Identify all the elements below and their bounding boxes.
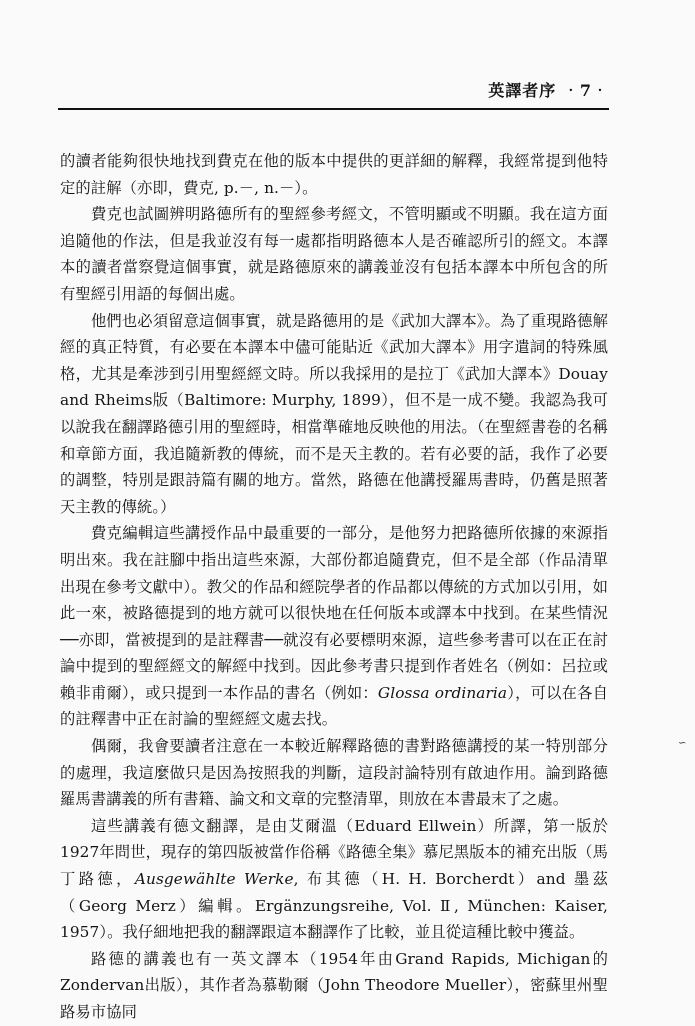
margin-mark: ∽	[678, 738, 687, 749]
paragraph-3: 他們也必須留意這個事實，就是路德用的是《武加大譯本》。為了重現路德解經的真正特質，有必要在本譯本中儘可能貼近《武加大譯本》用字遣詞的特殊風格，尤其是牽涉到引用聖經經文時。所以我採用的是拉丁《武加大譯本》Douay and Rheims版（Baltimore: Murphy, 1899），但不是一成不變。我認為我可以說我在翻譯路德引用的聖經時，相當準確地反映他的用法。（在聖經書卷的名稱和章節方面，我追隨新教的傳統，而不是天主教的。若有必要的話，我作了必要的調整，特別是跟詩篇有關的地方。當然，路德在他講授羅馬書時，仍舊是照著天主教的傳統。）	[60, 311, 608, 516]
paragraph-2: 費克也試圖辨明路德所有的聖經參考經文，不管明顯或不明顯。我在這方面追隨他的作法，但是我並沒有每一處都指明路德本人是否確認所引的經文。本譯本的讀者當察覺這個事實，就是路德原來的講義並沒有包括本譯本中所包含的所有聖經引用語的每個出處。	[60, 205, 608, 303]
paragraph-1: 的讀者能夠很快地找到費克在他的版本中提供的更詳細的解釋，我經常提到他特定的註解（亦即，費克, p.－, n.－）。	[60, 152, 608, 197]
paragraph-6: 這些講義有德文翻譯，是由艾爾溫（Eduard Ellwein）所譯，第一版於1927年問世，現存的第四版被當作俗稱《路德全集》慕尼黑版本的補充出版（馬丁路德，Ausgewählte Werke, 布其德（H. H. Borcherdt）and 墨茲（Georg Merz）編輯。Ergänzungsreihe, Vol. Ⅱ, München: Kaiser, 1957）。我仔細地把我的翻譯跟這本翻譯作了比較，並且從這種比較中獲益。	[60, 816, 608, 942]
paragraph-7: 路德的講義也有一英文譯本（1954年由Grand Rapids, Michigan的Zondervan出版），其作者為慕勒爾（John Theodore Mueller），密蘇里州聖路易市協同	[60, 949, 608, 1021]
running-header: 英譯者序 ‧7‧	[488, 81, 609, 100]
header-rule	[58, 108, 609, 110]
paragraph-4: 費克編輯這些講授作品中最重要的一部分，是他努力把路德所依據的來源指明出來。我在註腳中指出這些來源，大部份都追隨費克，但不是全部（作品清單出現在參考文獻中）。教父的作品和經院學者的作品都以傳統的方式加以引用，如此一來，被路德提到的地方就可以很快地在任何版本或譯本中找到。在某些情況──亦即，當被提到的是註釋書──就沒有必要標明來源，這些參考書可以在正在討論中提到的聖經經文的解經中找到。因此參考書只提到作者姓名（例如：呂拉或賴非甫爾），或只提到一本作品的書名（例如：Glossa ordinaria），可以在各自的註釋書中正在討論的聖經經文處去找。	[60, 524, 608, 729]
paragraph-5: 偶爾，我會要讀者注意在一本較近解釋路德的書對路德講授的某一特別部分的處理，我這麼做只是因為按照我的判斷，這段討論特別有啟迪作用。論到路德羅馬書講義的所有書籍、論文和文章的完整清單，則放在本書最末了之處。	[60, 737, 608, 809]
body-text	[60, 148, 608, 1026]
